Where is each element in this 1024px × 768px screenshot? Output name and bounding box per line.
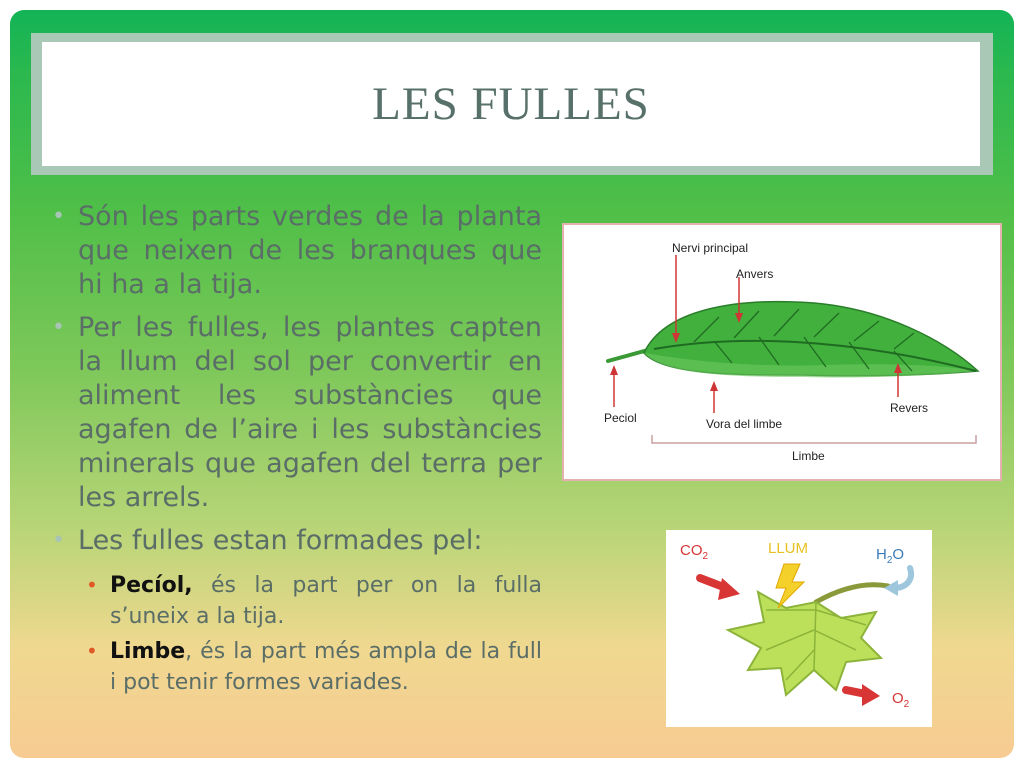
label-limbe: Limbe [792,449,825,463]
sub-bullet-term: Pecíol, [110,573,193,598]
bullet-text: Les fulles estan formades pel: [78,525,483,556]
sub-bullet-item [50,570,542,632]
bullet-dot-icon: • [52,204,65,229]
sub-bullet-term: Limbe [110,639,186,664]
llum-label: LLUM [768,540,809,557]
label-peciol: Peciol [604,411,637,425]
co2-label: $CO_2$ [680,542,709,562]
sub-bullet-dot-icon: • [86,639,98,663]
bullet-text: Per les fulles, les plantes capten la llum del sol per convertir en aliment les substàncies que agafen de l’aire i les substàncies minerals que agafen del terra per les arrels. [78,312,542,513]
label-vora-del-limbe: Vora del limbe [706,417,783,431]
leaf-illustration [564,225,1000,479]
o2-label: $O_2$ [892,690,910,710]
bullet-item [50,524,542,558]
bullet-dot-icon: • [52,315,65,340]
h2o-label: $H_2O$ [876,546,905,566]
sub-bullet-text: , és la part més ampla de la full i pot tenir formes variades. [110,639,542,695]
label-revers: Revers [890,401,929,415]
title-box [42,42,980,166]
label-nervi-principal: Nervi principal [672,241,749,255]
sub-bullet-text: és la part per on la fulla s’uneix a la tija. [110,573,542,629]
leaf-diagram [562,223,1002,481]
bullet-item [50,311,542,515]
photosynthesis-image [666,530,932,727]
sub-bullet-dot-icon: • [86,573,98,597]
bullet-item [50,200,542,302]
body-content [50,200,542,702]
bullet-text: Són les parts verdes de la planta que neixen de les branques que hi ha a la tija. [78,201,542,300]
bullet-dot-icon: • [52,528,65,553]
label-anvers: Anvers [736,267,774,281]
sub-bullet-item [50,636,542,698]
slide-title: LES FULLES [372,78,650,130]
